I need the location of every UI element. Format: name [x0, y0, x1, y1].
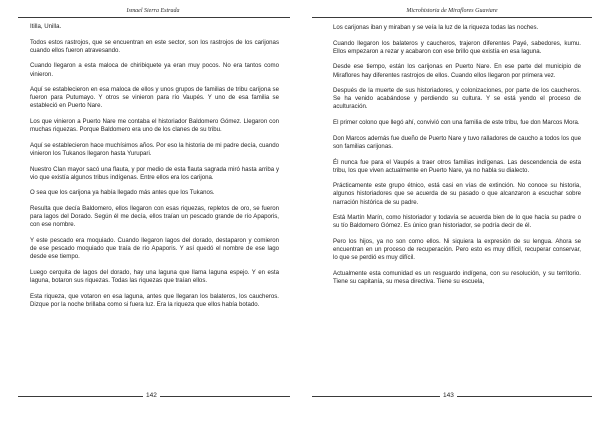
- left-page-number: 142: [143, 391, 160, 400]
- right-paragraph: Pero los hijos, ya no son como ellos. Ni siquiera la expresión de su lengua. Ahora se encuentran en un proceso de recuperación. Pero esto es muy difícil, recuperar conservar, lo que se perdió es muy difícil.: [333, 238, 581, 262]
- right-paragraph: Don Marcos además fue dueño de Puerto Nare y tuvo ralladores de caucho a todos los que son familias carijonas.: [333, 134, 581, 150]
- left-paragraph: Esta riqueza, que votaron en esa laguna, antes que llegaran los balateros, los caucheros. Dizque por la noche brillaba como si fuera luz. Era la riqueza que ellos había botado.: [30, 292, 279, 308]
- right-body-text: [333, 24, 581, 294]
- left-paragraph: Y este pescado era moquiado. Cuando llegaron lagos del dorado, destaparon y comieron de ese pescado moquiado que traía de río Apaporis. Y así quedó el nombre de ese lago desde ese tiempo.: [30, 237, 279, 261]
- left-running-head: Ismael Sierra Estrada: [126, 8, 180, 14]
- left-header-rule: [18, 17, 290, 18]
- right-paragraph: Está Martín Marín, como historiador y todavía se acuerda bien de lo que hacía su padre o su tío Baldomero Gómez. Es único gran historiador, se podría decir de él.: [333, 214, 581, 230]
- right-running-head: Microhistoria de Miraflores Guaviare: [406, 8, 498, 14]
- left-paragraph: Aquí se establecieron hace muchísimos años. Por eso la historia de mi padre decía, cuando vinieron los Tukanos llegaron hasta Yurupari.: [30, 141, 279, 157]
- left-paragraph: Resulta que decía Baldomero, ellos llegaron con esas riquezas, repletos de oro, se fueron para lagos del Dorado. Según él me decía, ellos traían un pescado grande de río Apaporis, con ese nombre.: [30, 205, 279, 229]
- right-paragraph: Él nunca fue para el Vaupés a traer otros familias indígenas. Las descendencia de esta tribu, los que viven actualmente en Puerto Nare, ya no habla su dialecto.: [333, 158, 581, 174]
- left-paragraph: O sea que los carijona ya había llegado más antes que los Tukanos.: [30, 189, 215, 197]
- left-paragraph: Itilla, Unilla.: [30, 23, 62, 30]
- right-paragraph: Desde ese tiempo, están los carijonas en Puerto Nare. En ese parte del municipio de Miraflores hay diferentes rastrojos de ellos. Cuando ellos llegaron por primera vez.: [333, 63, 581, 79]
- right-paragraph: Cuando llegaron los balateros y caucheros, trajeron diferentes Payé, sabedores, kumu. Ellos empezaron a rezar y acabaron con ese brillo que existía en esa laguna.: [333, 39, 581, 55]
- right-paragraph: El primer colono que llegó ahí, convivió con una familia de este tribu, fue don Marcos Mora.: [333, 119, 580, 127]
- left-paragraph: Aquí se establecieron en esa maloca de ellos y unos grupos de familias de tribu carijona se fueron para Putumayo. Y otros se vinieron para río Vaupés. Y uno de esa familia se estableció en Puerto Nare.: [30, 86, 279, 110]
- right-paragraph: Actualmente esta comunidad es un resguardo indígena, con su resolución, y su territorio. Tiene su capitanía, su mesa directiva. Tiene su escuela,: [333, 269, 581, 285]
- right-header-rule: [312, 17, 592, 18]
- right-paragraph: Después de la muerte de sus historiadores, y colonizaciones, por parte de los caucheros. Se ha venido acabándose y perdiendo su cultura. Y se está yendo el proceso de aculturación.: [333, 87, 581, 111]
- right-paragraph: Prácticamente este grupo étnico, está casi en vías de extinción. No conoce su historia, algunos historiadores que se acuerda de su pasado o que alcanzaron a escuchar sobre narración histórica de su padre.: [333, 182, 581, 206]
- right-page: [300, 0, 600, 426]
- left-body-text: [30, 23, 279, 316]
- left-paragraph: Los que vinieron a Puerto Nare me contaba el historiador Baldomero Gómez. Llegaron con muchas riquezas. Porque Baldomero era uno de los clanes de su tribu.: [30, 118, 279, 134]
- left-paragraph: Nuestro Clan mayor sacó una flauta, y por medio de esta flauta sagrada miró hasta arriba y vio que existía algunos tribus indígenas. Entre ellos era los carijona.: [30, 165, 279, 181]
- left-paragraph: Cuando llegaron a esta maloca de chiribiquete ya eran muy pocos. No era tantos como vinieron.: [30, 62, 279, 78]
- left-paragraph: Todos estos rastrojos, que se encuentran en este sector, son los rastrojos de los carijonas cuando ellos fueron atravesando.: [30, 38, 279, 54]
- right-paragraph: Los carijonas iban y miraban y se veía la luz de la riqueza todas las noches.: [333, 24, 539, 31]
- left-paragraph: Luego cerquita de lagos del dorado, hay una laguna que llama laguna espejo. Y en esta laguna, botaron sus riquezas. Todas las riquezas que traían ellos.: [30, 268, 279, 284]
- right-page-number: 143: [440, 391, 457, 400]
